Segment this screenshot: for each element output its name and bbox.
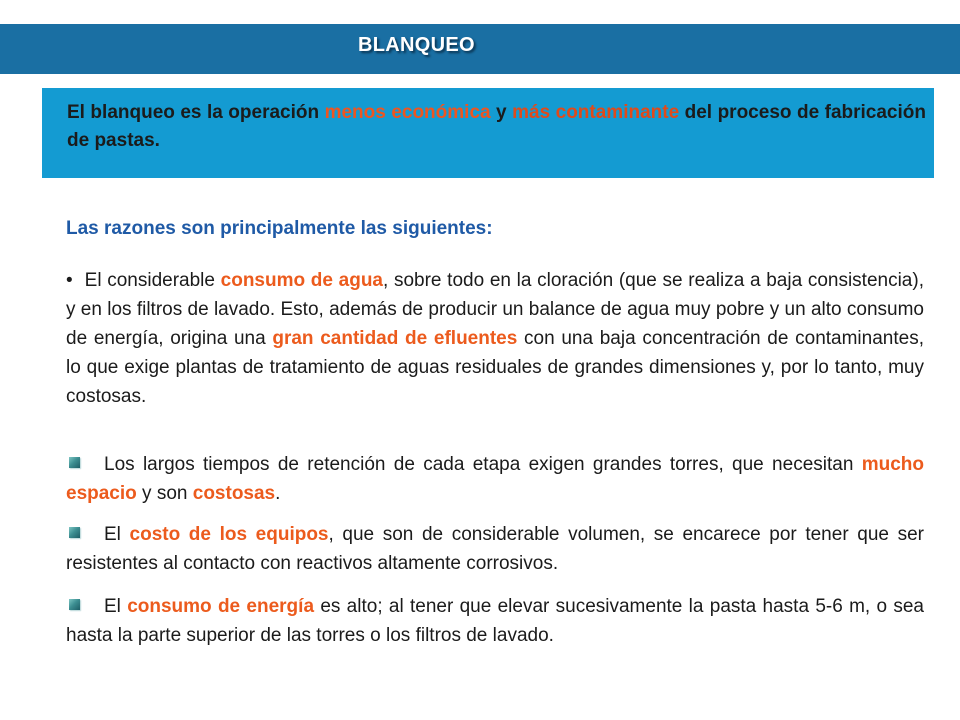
reason-text: es alto; al tener que elevar sucesivamente la pasta hasta 5-6 m, o sea hasta la parte superior de las torres o los filtros de lavado. — [66, 596, 924, 646]
reason-highlight: consumo de energía — [127, 596, 315, 617]
reason-highlight: mucho espacio — [66, 454, 924, 504]
reason-text: Los largos tiempos de retención de cada etapa exigen grandes torres, que necesitan — [104, 454, 862, 475]
reason-water-consumption — [66, 266, 924, 411]
reason-space — [66, 450, 924, 508]
square-bullet-icon — [69, 457, 80, 468]
intro-part-1: El blanqueo es la operación — [67, 102, 325, 123]
square-bullet-icon — [69, 599, 80, 610]
reason-text: . — [275, 483, 281, 504]
square-bullet-icon — [69, 527, 80, 538]
intro-part-2: y — [490, 102, 513, 123]
reason-text: El — [104, 596, 128, 617]
intro-text — [67, 99, 926, 155]
intro-highlight-menos-economica: menos económica — [324, 102, 491, 123]
reason-text: El — [104, 524, 130, 545]
reason-text: , que son de considerable volumen, se encarece por tener que ser resistentes al contacto con reactivos altamente corrosivos. — [66, 524, 924, 574]
content-area — [66, 215, 924, 646]
reason-highlight: costosas — [192, 483, 276, 504]
slide-title: BLANQUEO — [358, 34, 475, 56]
reason-highlight: gran cantidad de efluentes — [272, 328, 518, 349]
reason-highlight: costo de los equipos — [129, 524, 329, 545]
reason-text: , sobre todo en la cloración (que se realiza a baja consistencia), y en los filtros de lavado. Esto, además de producir un balance de agua muy pobre y un alto consumo de energía, origina una — [66, 270, 924, 349]
intro-highlight-mas-contaminante: más contaminante — [512, 102, 680, 123]
reason-highlight: consumo de agua — [220, 270, 383, 291]
intro-box — [42, 88, 934, 178]
reason-text: con una baja concentración de contaminantes, lo que exige plantas de tratamiento de aguas residuales de grandes dimensiones y, por lo tanto, muy costosas. — [66, 328, 924, 407]
intro-part-3: del proceso de fabricación de pastas. — [67, 102, 926, 151]
reason-text: El considerable — [84, 270, 221, 291]
title-bar — [0, 24, 960, 74]
reasons-subtitle: Las razones son principalmente las siguientes: — [66, 218, 493, 239]
reason-energy — [66, 592, 924, 650]
bullet-dot: • — [66, 270, 73, 291]
reason-equipment-cost — [66, 520, 924, 578]
reason-text: y son — [136, 483, 193, 504]
